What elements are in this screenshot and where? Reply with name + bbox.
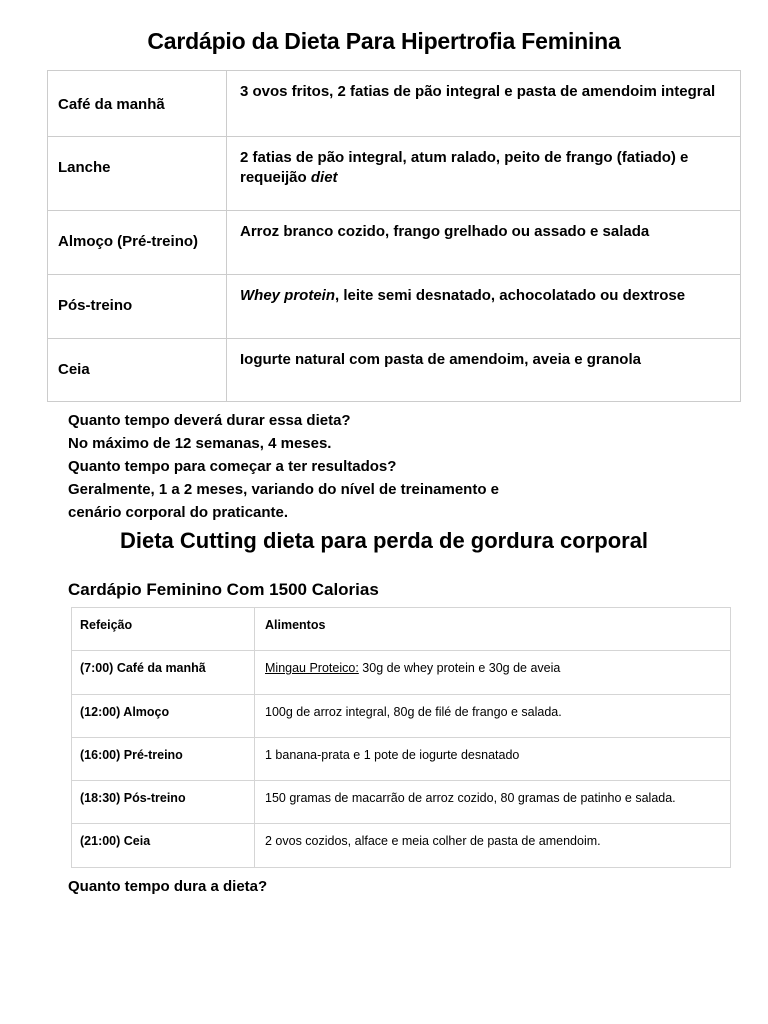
- cutting-table-head: [72, 608, 731, 651]
- table-row: [48, 137, 741, 211]
- meal-name-cell: Ceia: [48, 338, 227, 402]
- column-header-meal: Refeição: [72, 608, 255, 651]
- table-row: [72, 651, 731, 694]
- table-row: [72, 781, 731, 824]
- meal-name-cell: Café da manhã: [48, 70, 227, 137]
- food-text-underlined: Mingau Proteico:: [265, 661, 359, 676]
- food-text-pre: Iogurte natural com pasta de amendoim, aveia e granola: [240, 350, 641, 368]
- meal-food-cell: [227, 70, 741, 137]
- note-line: Geralmente, 1 a 2 meses, variando do nível de treinamento e: [68, 481, 500, 499]
- duration-notes: [0, 402, 688, 525]
- meal-food-cell: [255, 694, 731, 737]
- cutting-table-body: [72, 651, 731, 867]
- table-header-row: [72, 608, 731, 651]
- table-row: [48, 70, 741, 137]
- note-line: No máximo de 12 semanas, 4 meses.: [68, 435, 332, 453]
- meal-food-cell: [255, 824, 731, 867]
- food-text-post: , leite semi desnatado, achocolatado ou dextrose: [335, 286, 686, 304]
- hypertrophy-table-body: [48, 70, 741, 402]
- note-line: cenário corporal do praticante.: [68, 504, 289, 522]
- food-text-rest: 2 ovos cozidos, alface e meia colher de pasta de amendoim.: [265, 834, 601, 849]
- food-text-rest: 100g de arroz integral, 80g de filé de frango e salada.: [265, 704, 562, 719]
- food-text-rest: 150 gramas de macarrão de arroz cozido, 80 gramas de patinho e salada.: [265, 791, 676, 806]
- food-text-rest: 1 banana-prata e 1 pote de iogurte desnatado: [265, 747, 520, 762]
- meal-food-cell: [227, 338, 741, 402]
- table-row: [48, 210, 741, 274]
- table-row: [48, 274, 741, 338]
- meal-food-cell: [255, 737, 731, 780]
- food-text-pre: Arroz branco cozido, frango grelhado ou assado e salada: [240, 222, 650, 240]
- meal-food-cell: [255, 781, 731, 824]
- table-row: [72, 737, 731, 780]
- closing-question: Quanto tempo dura a dieta?: [68, 877, 268, 895]
- meal-time-cell: (16:00) Pré-treino: [72, 737, 255, 780]
- cutting-menu-table: [71, 607, 731, 868]
- food-text-rest: 30g de whey protein e 30g de aveia: [358, 661, 561, 676]
- meal-food-cell: [227, 137, 741, 211]
- food-text-pre: 2 fatias de pão integral, atum ralado, peito de frango (fatiado) e requeijão: [240, 149, 689, 187]
- meal-food-cell: [255, 651, 731, 694]
- meal-name-cell: Pós-treino: [48, 274, 227, 338]
- meal-name-cell: Almoço (Pré-treino): [48, 210, 227, 274]
- meal-name-cell: Lanche: [48, 137, 227, 211]
- subsection-heading-calories: Cardápio Feminino Com 1500 Calorias: [68, 579, 379, 599]
- food-text-pre: 3 ovos fritos, 2 fatias de pão integral e pasta de amendoim integral: [240, 82, 716, 100]
- meal-time-cell: (21:00) Ceia: [72, 824, 255, 867]
- meal-time-cell: (12:00) Almoço: [72, 694, 255, 737]
- meal-food-cell: [227, 274, 741, 338]
- table-row: [72, 694, 731, 737]
- section-heading-cutting: Dieta Cutting dieta para perda de gordura corporal: [119, 528, 649, 554]
- meal-time-cell: (18:30) Pós-treino: [72, 781, 255, 824]
- column-header-food: Alimentos: [255, 608, 731, 651]
- table-row: [48, 338, 741, 402]
- meal-time-cell: (7:00) Café da manhã: [72, 651, 255, 694]
- hypertrophy-menu-table: [47, 70, 741, 403]
- note-line: Quanto tempo para começar a ter resultados?: [68, 458, 397, 476]
- food-text-emphasis: diet: [310, 169, 338, 187]
- meal-food-cell: [227, 210, 741, 274]
- food-text-emphasis: Whey protein: [240, 286, 336, 304]
- page-title: Cardápio da Dieta Para Hipertrofia Feminina: [147, 28, 621, 54]
- note-line: Quanto tempo deverá durar essa dieta?: [68, 412, 351, 430]
- table-row: [72, 824, 731, 867]
